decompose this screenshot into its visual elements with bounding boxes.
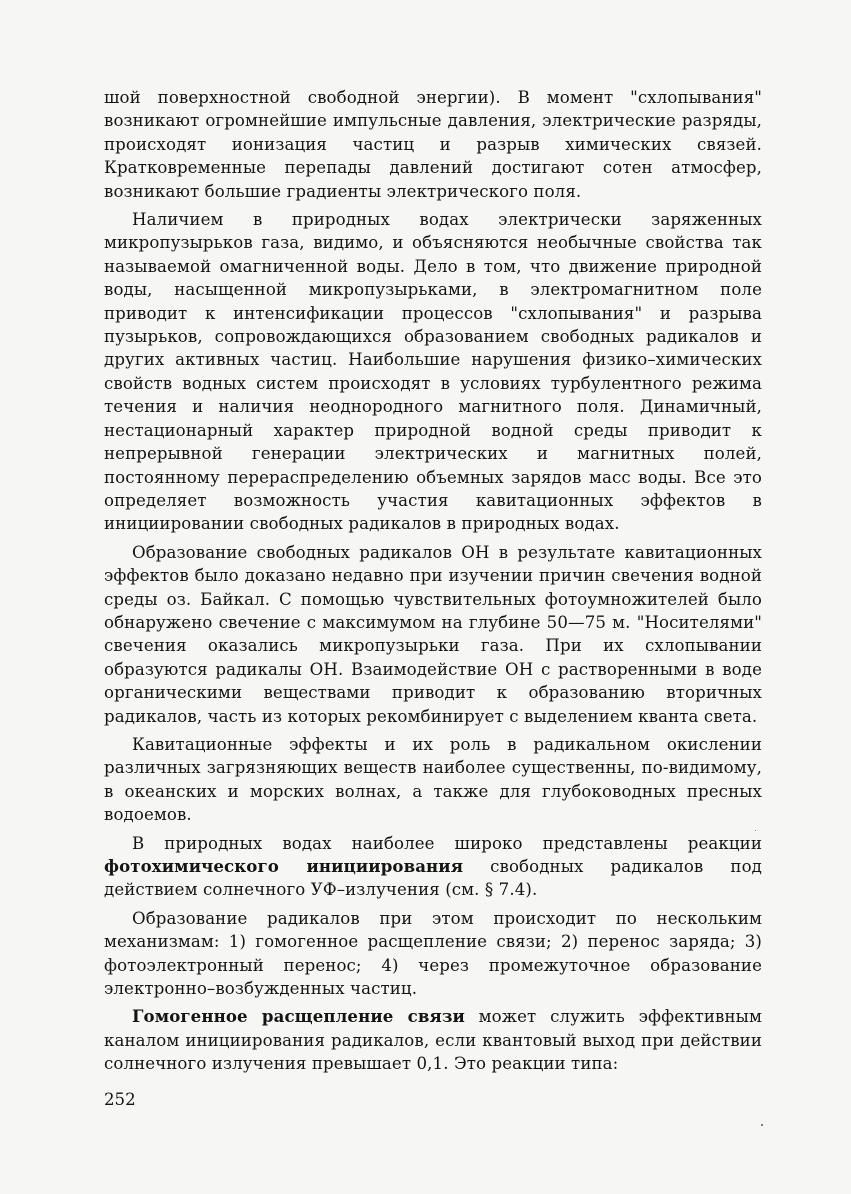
paragraph-7 [104, 1005, 762, 1075]
paragraph-5-text-after: свободных радикалов под действием солнечного УФ–излучения (см. § 7.4). [104, 857, 762, 900]
paragraph-5-text-before: В природных водах наиболее широко представлены реакции [132, 833, 762, 853]
paragraph-7-bold-term: Гомогенное расщепление связи [132, 1006, 465, 1027]
paragraph-4: Кавитационные эффекты и их роль в радикальном окислении различных загрязняющих веществ наиболее существенны, по-видимому, в океанских и морских волнах, а также для глубоководных пресных водоемов. [104, 734, 762, 825]
paragraph-5-bold-term: фотохимического инициирования [104, 856, 464, 876]
body-text [104, 86, 762, 1081]
page-number: 252 [104, 1090, 136, 1109]
paragraph-7-text-after: может служить эффективным каналом инициирования радикалов, если квантовый выход при действии солнечного излучения превышает 0,1. Это реакции типа: [104, 1007, 762, 1074]
paragraph-3: Образование свободных радикалов ОН в результате кавитационных эффектов было доказано недавно при изучении причин свечения водной среды оз. Байкал. С помощью чувствительных фотоумножителей было обнаружено свечение с максимумом на глубине 50—75 м. "Носителями" свечения оказались микропузырьки газа. При их схлопывании образуются радикалы ОН. Взаимодействие ОН с растворенными в воде органическими веществами приводит к образованию вторичных радикалов, часть из которых рекомбинирует с выделением кванта света. [104, 542, 762, 726]
paragraph-2: Наличием в природных водах электрически заряженных микропузырьков газа, видимо, и объясняются необычные свойства так называемой омагниченной воды. Дело в том, что движение природной воды, насыщенной микропузырьками, в электромагнитном поле приводит к интенсификации процессов "схлопывания" и разрыва пузырьков, сопровождающихся образованием свободных радикалов и других активных частиц. Наибольшие нарушения физико–химических свойств водных систем происходят в условиях турбулентного режима течения и наличия неоднородного магнитного поля. Динамичный, нестационарный характер природной водной среды приводит к непрерывной генерации электрических и магнитных полей, постоянному перераспределению объемных зарядов масс воды. Все это определяет возможность участия кавитационных эффектов в инициировании свободных радикалов в природных водах. [104, 210, 762, 534]
scan-speck [761, 1124, 763, 1126]
paragraph-5 [104, 832, 762, 902]
paragraph-6: Образование радикалов при этом происходит по нескольким механизмам: 1) гомогенное расщепление связи; 2) перенос заряда; 3) фотоэлектронный перенос; 4) через промежуточное образование электронно–возбужденных частиц. [104, 908, 762, 999]
scan-speck [755, 830, 756, 831]
paragraph-1: шой поверхностной свободной энергии). В момент "схлопывания" возникают огромнейшие импульсные давления, электрические разряды, происходят ионизация частиц и разрыв химических связей. Кратковременные перепады давлений достигают сотен атмосфер, возникают большие градиенты электрического поля. [104, 88, 762, 201]
